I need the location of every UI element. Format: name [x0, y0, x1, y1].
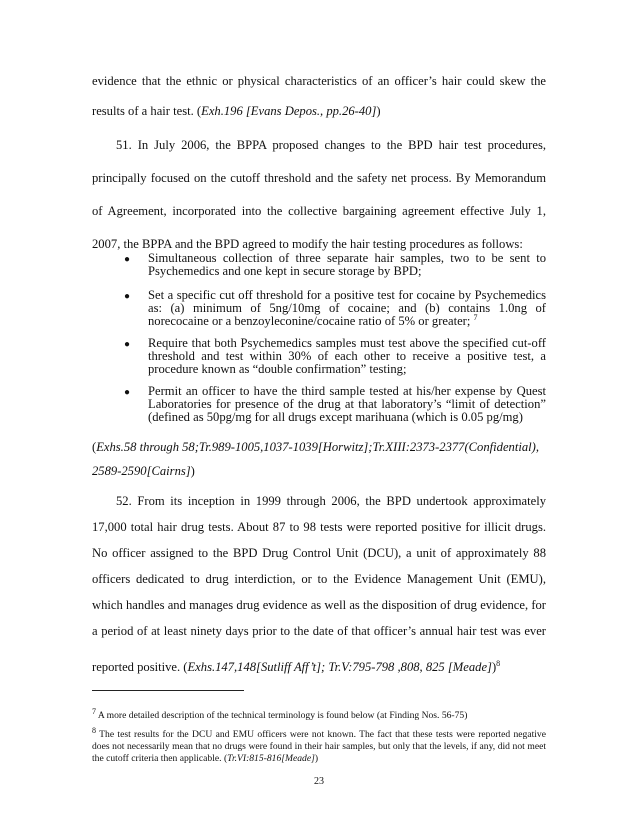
paragraph-52-line: a period of at least ninety days prior to the date of that officer’s annual hair test was ever	[92, 624, 546, 638]
paragraph-51-line: 51. In July 2006, the BPPA proposed changes to the BPD hair test procedures,	[116, 138, 546, 152]
paragraph-52-line: 52. From its inception in 1999 through 2006, the BPD undertook approximately	[116, 494, 546, 508]
page-number: 23	[314, 776, 324, 787]
footnote-8: $^8$ The test results for the DCU and EMU officers were not known. The fact that these tests were reported negative does not necessarily mean that no drugs were found in their hair samples, but only that the levels, if any, did not meet the cutoff criteria then applicable. (Tr.VI:815-816[Meade])	[92, 725, 546, 764]
paragraph-51-line: principally focused on the cutoff threshold and the safety net process. By Memorandum	[92, 171, 546, 185]
paragraph-51-line: of Agreement, incorporated into the collective bargaining agreement effective July 1,	[92, 204, 546, 218]
bullet-icon: ●	[124, 387, 131, 398]
citation: Exhs.147,148[Sutliff Aff’t]; Tr.V:795-798 ,808, 825 [Meade]	[187, 660, 492, 674]
citation-line: 2589-2590[Cairns])	[92, 464, 195, 478]
paragraph-52-last-line: reported positive. (Exhs.147,148[Sutliff Aff’t]; Tr.V:795-798 ,808, 825 [Meade])$^8$	[92, 658, 501, 674]
paragraph-52-line: 17,000 total hair drug tests. About 87 to 98 tests were reported positive for illicit drugs.	[92, 520, 546, 534]
list-item: ● Permit an officer to have the third sample tested at his/her expense by Quest Laboratories for presence of the drug at that laboratory’s “limit of detection” (defined as 50pg/mg for all drugs except marihuana (which is 0.05 pg/mg)	[124, 384, 546, 424]
footnote-7: $^7$ A more detailed description of the technical terminology is found below (at Finding Nos. 56-75)	[92, 706, 468, 721]
bullet-icon: ●	[124, 254, 131, 265]
list-item: ● Set a specific cut off threshold for a positive test for cocaine by Psychemedics as: (a) minimum of 5ng/10mg of cocaine; and (b) contains 1.0ng of norecocaine or a benzoyleconine/cocaine ratio of 5% or greater; $^7$	[124, 288, 546, 328]
paragraph-52-line: officers dedicated to drug interdiction, or to the Evidence Management Unit (EMU),	[92, 572, 546, 586]
footnote-ref: 7	[473, 312, 478, 322]
footnote-ref: 8	[496, 658, 501, 668]
bullet-icon: ●	[124, 339, 131, 350]
paragraph-51-line: 2007, the BPPA and the BPD agreed to modify the hair testing procedures as follows:	[92, 237, 523, 251]
bullet-list	[124, 252, 546, 424]
paragraph-52-line: which handles and manages drug evidence as well as the disposition of drug evidence, for	[92, 598, 546, 612]
body-line: results of a hair test. (Exh.196 [Evans Depos., pp.26-40])	[92, 104, 381, 118]
list-item: ● Simultaneous collection of three separate hair samples, two to be sent to Psychemedics and one kept in secure storage by BPD;	[124, 251, 546, 278]
list-item: ● Require that both Psychemedics samples must test above the specified cut-off threshold and test within 30% of each other to receive a positive test, a procedure known as “double confirmation” testing;	[124, 336, 546, 376]
body-line: evidence that the ethnic or physical characteristics of an officer’s hair could skew the	[92, 74, 546, 88]
bullet-icon: ●	[124, 291, 131, 302]
citation-line: (Exhs.58 through 58;Tr.989-1005,1037-1039[Horwitz];Tr.XIII:2373-2377(Confidential),	[92, 440, 539, 454]
paragraph-52-line: No officer assigned to the BPD Drug Control Unit (DCU), a unit of approximately 88	[92, 546, 546, 560]
citation: Exh.196 [Evans Depos., pp.26-40]	[201, 104, 377, 118]
footnote-divider	[92, 690, 244, 691]
